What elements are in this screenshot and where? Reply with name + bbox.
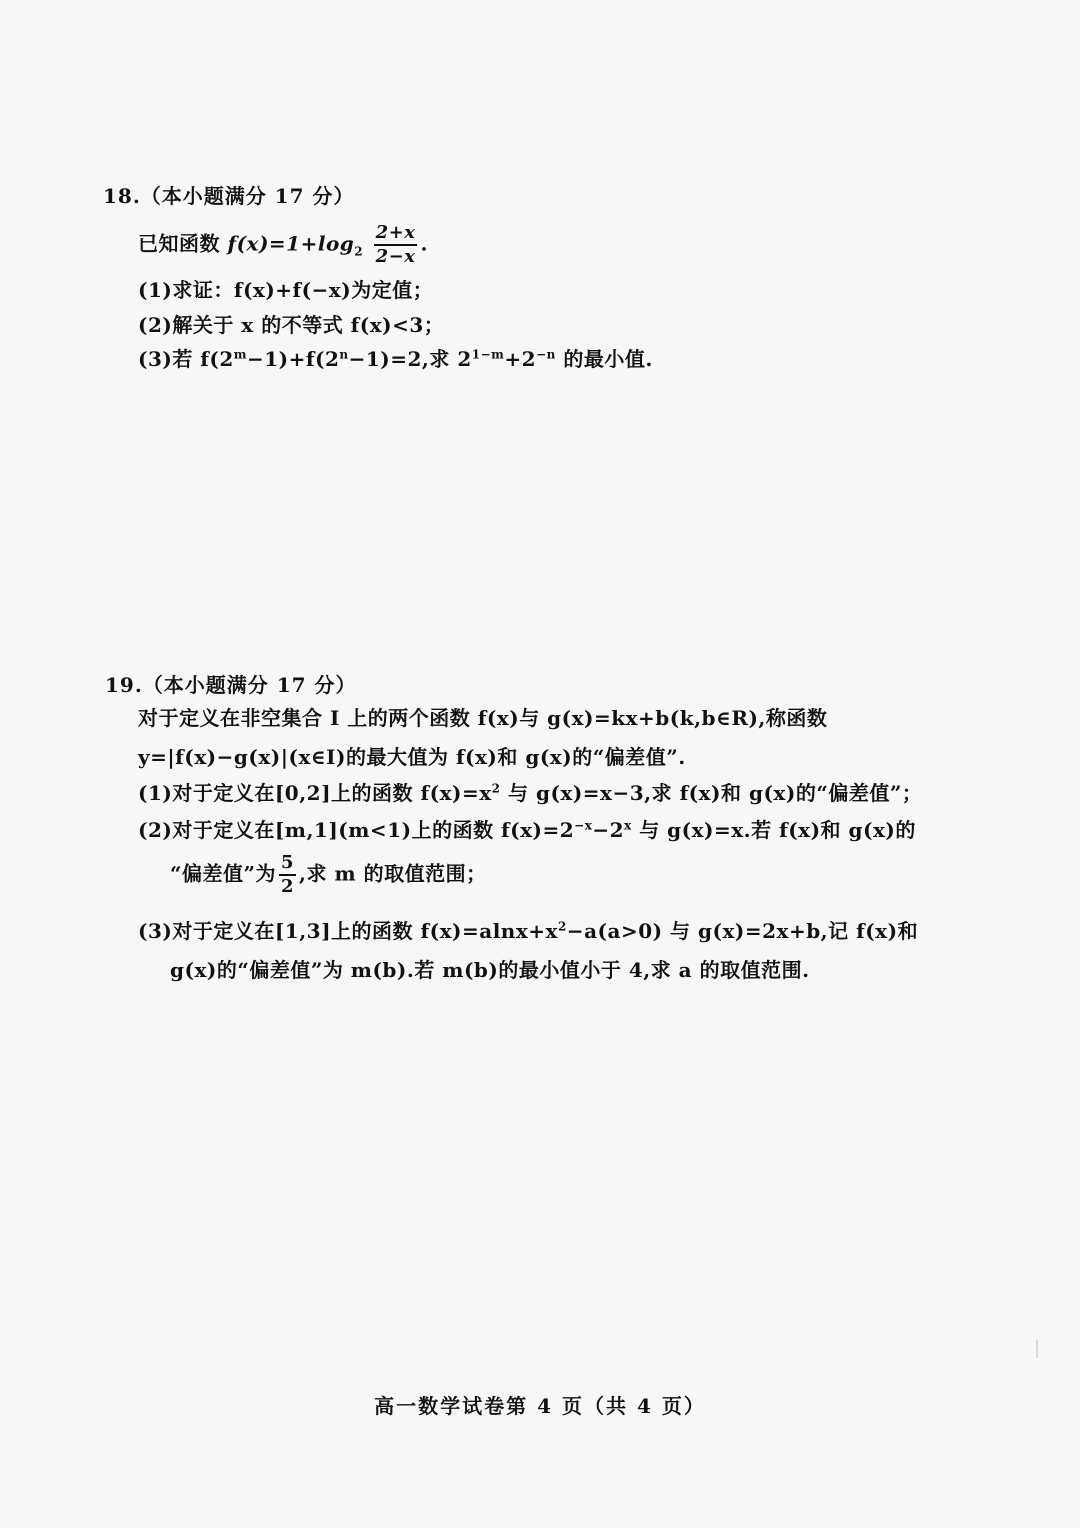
q18-p3-seg: (3)若 f(2 xyxy=(138,347,234,371)
q19-part3-line1 xyxy=(138,915,918,944)
q19-part2-line1 xyxy=(138,814,916,843)
q19-p2-seg: 与 g(x)=x.若 f(x)和 g(x)的 xyxy=(631,818,916,842)
q19-intro-line1: 对于定义在非空集合 I 上的两个函数 f(x)与 g(x)=kx+b(k,b∈R),称函数 xyxy=(138,706,828,730)
q18-part1: (1)求证：f(x)+f(−x)为定值； xyxy=(138,278,434,302)
q19-p3-seg: −a(a>0) 与 g(x)=2x+b,记 f(x)和 xyxy=(566,919,919,943)
q19-part2-line2 xyxy=(170,852,487,898)
q19-p3-exp: 2 xyxy=(557,919,567,934)
q19-p2-exp: −x xyxy=(574,818,593,833)
q18-log-base: 2 xyxy=(354,244,364,259)
q19-p2-fraction-numerator: 5 xyxy=(281,852,295,873)
q19-p2-seg: ,求 m 的取值范围； xyxy=(299,861,487,886)
q18-p3-exp: −n xyxy=(536,347,556,362)
q19-p2-fraction-denominator: 2 xyxy=(281,876,295,897)
q19-part3-line2: g(x)的“偏差值”为 m(b).若 m(b)的最小值小于 4,求 a 的取值范围. xyxy=(170,958,810,982)
q19-p2-seg: “偏差值”为 xyxy=(170,861,277,886)
q18-intro-text: 已知函数 xyxy=(138,231,228,256)
q19-part1 xyxy=(138,777,922,806)
q19-p1-seg: (1)对于定义在[0,2]上的函数 f(x)=x xyxy=(138,781,492,805)
q18-intro-end: . xyxy=(420,231,428,256)
q18-p3-exp: n xyxy=(339,347,349,362)
q19-heading: 19.（本小题满分 17 分） xyxy=(105,673,357,697)
q19-p1-exp: 2 xyxy=(491,781,501,796)
q18-fraction-denominator: 2−x xyxy=(375,246,416,267)
q19-p2-seg: (2)对于定义在[m,1](m<1)上的函数 f(x)=2 xyxy=(138,818,575,842)
q19-p2-exp: x xyxy=(624,818,632,833)
q18-p3-exp: 1−m xyxy=(471,347,505,362)
q18-p3-exp: m xyxy=(233,347,247,362)
q18-p3-seg: 的最小值. xyxy=(555,347,653,371)
q18-function: f(x)=1+log xyxy=(227,231,355,256)
q18-heading: 18.（本小题满分 17 分） xyxy=(103,184,355,208)
q19-p3-seg: (3)对于定义在[1,3]上的函数 f(x)=alnx+x xyxy=(138,919,558,943)
q19-p1-seg: 与 g(x)=x−3,求 f(x)和 g(x)的“偏差值”； xyxy=(500,781,923,805)
q18-part3 xyxy=(138,343,653,372)
q18-intro xyxy=(138,222,428,268)
q19-p2-fraction xyxy=(279,852,296,898)
q18-fraction-numerator: 2+x xyxy=(375,222,416,243)
q18-p3-seg: +2 xyxy=(504,347,537,371)
q18-p3-seg: −1)=2,求 2 xyxy=(348,347,472,371)
q19-intro-line2: y=|f(x)−g(x)|(x∈I)的最大值为 f(x)和 g(x)的“偏差值”. xyxy=(138,745,686,769)
q18-p3-seg: −1)+f(2 xyxy=(247,347,340,371)
q19-p2-seg: −2 xyxy=(592,818,625,842)
scan-mark xyxy=(1036,1340,1038,1358)
page-footer: 高一数学试卷第 4 页（共 4 页） xyxy=(374,1394,706,1418)
q18-part2: (2)解关于 x 的不等式 f(x)<3； xyxy=(138,313,445,337)
q18-fraction xyxy=(374,222,418,268)
